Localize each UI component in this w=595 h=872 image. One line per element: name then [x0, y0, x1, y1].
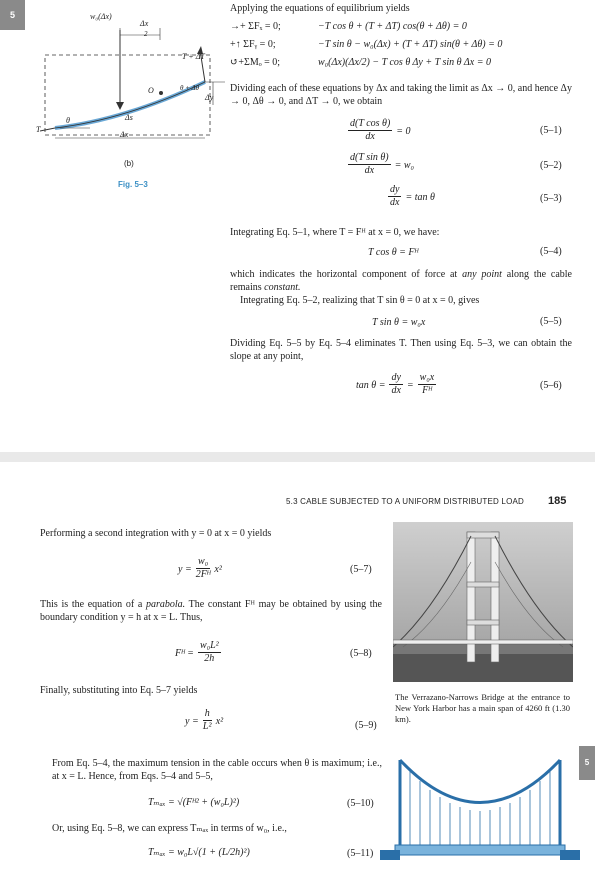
equation-5-2: [348, 152, 414, 177]
eq-sum-mo-label: ↺+ΣMₒ = 0;: [230, 57, 281, 68]
label-ds: Δs: [125, 113, 133, 122]
suspension-bridge-diagram: [380, 740, 580, 870]
label-t-plus: T + ΔT: [182, 52, 205, 61]
eq51-num: d(T cos θ): [350, 118, 391, 129]
eq57-den: 2Fᴴ: [195, 569, 211, 580]
eq59-number: (5–9): [355, 720, 377, 731]
label-half: 2: [144, 30, 148, 38]
eq51-den: dx: [365, 131, 375, 142]
eq52-den: dx: [364, 165, 375, 176]
eq54-number: (5–4): [540, 246, 562, 257]
eq59-den: L²: [202, 721, 212, 732]
label-dx-top: Δx: [140, 19, 149, 28]
chapter-tab: 5: [0, 0, 25, 30]
intro-text: Applying the equations of equilibrium yields: [230, 3, 410, 14]
equation-5-1: [348, 118, 411, 143]
eq-sum-fy-label: +↑ ΣFᵧ = 0;: [230, 39, 276, 50]
figure-sublabel: (b): [124, 159, 134, 168]
eq53-den: dx: [390, 197, 400, 208]
bridge-photo: [393, 522, 573, 682]
paragraph-slope: Dividing Eq. 5–5 by Eq. 5–4 eliminates T. Then using Eq. 5–3, we can obtain the slope at any point,: [230, 338, 572, 362]
eq52-num: d(T sin θ): [350, 152, 389, 163]
label-dx-bot: Δx: [120, 130, 129, 139]
running-head: 5.3 CABLE SUBJECTED TO A UNIFORM DISTRIBUTED LOAD: [286, 497, 524, 506]
paragraph-second-integration: Performing a second integration with y = 0 at x = 0 yields: [40, 528, 272, 539]
eq58-den: 2h: [204, 653, 215, 664]
eq56-eq: =: [406, 380, 414, 392]
eq53-number: (5–3): [540, 193, 562, 204]
equation-5-3: [388, 184, 435, 209]
page-bottom: [0, 462, 595, 872]
equation-5-7: [178, 556, 222, 581]
eq57-lhs: y =: [178, 564, 192, 576]
para2-a: This is the equation of a: [40, 599, 146, 610]
eq58-number: (5–8): [350, 648, 372, 659]
paragraph-constant: [230, 268, 572, 294]
photo-caption: The Verrazano-Narrows Bridge at the entrance to New York Harbor has a main span of 4260 ft (1.30 km).: [395, 692, 570, 724]
eq56-n1: dy: [391, 372, 401, 383]
eq54: T cos θ = Fᴴ: [368, 247, 419, 258]
eq51-rhs: = 0: [396, 126, 411, 138]
eq57-number: (5–7): [350, 564, 372, 575]
para2-em: parabola.: [146, 599, 186, 610]
eq511-number: (5–11): [347, 848, 374, 859]
eq56-d2: Fᴴ: [422, 385, 432, 396]
eq-sum-fx-label: →+ ΣFₓ = 0;: [230, 21, 281, 32]
page-number: 185: [548, 495, 567, 507]
paragraph-integrate-51: Integrating Eq. 5–1, where T = Fᴴ at x = 0, we have:: [230, 227, 440, 238]
eq51-number: (5–1): [540, 125, 562, 136]
paragraph-limit: Dividing each of these equations by Δx and taking the limit as Δx → 0, and hence Δy → 0, Δθ → 0, and ΔT → 0, we obtain: [230, 83, 572, 107]
figure-caption: Fig. 5–3: [118, 180, 148, 189]
eq59-lhs: y =: [185, 716, 199, 728]
eq59-num: h: [204, 708, 210, 719]
para2-b: The constant Fᴴ may be obtained by using the boundary condition y = h at x = L. Thus,: [40, 599, 382, 623]
label-t: T: [36, 125, 41, 134]
paragraph-express-tmax: Or, using Eq. 5–8, we can express Tₘₐₓ in terms of w₀, i.e.,: [52, 823, 287, 834]
eq56-lhs: tan θ =: [356, 380, 386, 392]
equation-5-6: [356, 372, 436, 397]
eq56-number: (5–6): [540, 380, 562, 391]
side-tab: 5: [579, 746, 595, 780]
eq57-num: w₀: [196, 556, 211, 569]
label-dy: Δy: [205, 93, 214, 102]
paragraph-parabola: [40, 598, 382, 624]
eq55-number: (5–5): [540, 316, 562, 327]
eq52-number: (5–2): [540, 160, 562, 171]
equation-5-9: [185, 708, 223, 733]
eq-sum-fx: −T cos θ + (T + ΔT) cos(θ + Δθ) = 0: [318, 21, 467, 32]
eq53-num: dy: [390, 184, 400, 195]
eq-sum-mo: w₀(Δx)(Δx/2) − T cos θ Δy + T sin θ Δx = 0: [318, 57, 491, 68]
para3-em: any point: [462, 269, 502, 280]
eq58-num: w₀L²: [199, 640, 219, 651]
paragraph-max-tension: From Eq. 5–4, the maximum tension in the cable occurs when θ is maximum; i.e., at x = L. Hence, from Eqs. 5–4 and 5–5,: [52, 758, 382, 782]
para3-b: along the cable remains: [230, 269, 573, 293]
eq59-rhs: x²: [215, 716, 224, 728]
eq511: Tₘₐₓ = w₀L√(1 + (L/2h)²): [148, 847, 250, 858]
paragraph-integrate-52: Integrating Eq. 5–2, realizing that T sin θ = 0 at x = 0, gives: [240, 295, 480, 306]
eq510: Tₘₐₓ = √(Fᴴ² + (w₀L)²): [148, 797, 240, 808]
eq510-number: (5–10): [347, 798, 374, 809]
eq52-rhs: = w₀: [394, 160, 415, 172]
label-o: O: [148, 86, 154, 95]
para3-a: which indicates the horizontal component of force at: [230, 269, 463, 280]
eq53-rhs: = tan θ: [405, 192, 435, 204]
para3-em2: constant.: [264, 282, 301, 293]
paragraph-substituting: Finally, substituting into Eq. 5–7 yields: [40, 685, 198, 696]
eq58-lhs: Fᴴ =: [175, 648, 194, 660]
label-theta: θ: [66, 116, 70, 125]
eq56-n2: w₀x: [419, 372, 435, 383]
label-load: w₀(Δx): [90, 12, 112, 21]
eq56-d1: dx: [391, 385, 401, 396]
eq55: T sin θ = w₀x: [372, 317, 426, 328]
eq-sum-fy: −T sin θ − w₀(Δx) + (T + ΔT) sin(θ + Δθ) = 0: [318, 39, 503, 50]
equation-5-8: [175, 640, 221, 665]
eq57-rhs: x²: [214, 564, 222, 576]
label-theta-plus: θ + Δθ: [180, 84, 200, 92]
